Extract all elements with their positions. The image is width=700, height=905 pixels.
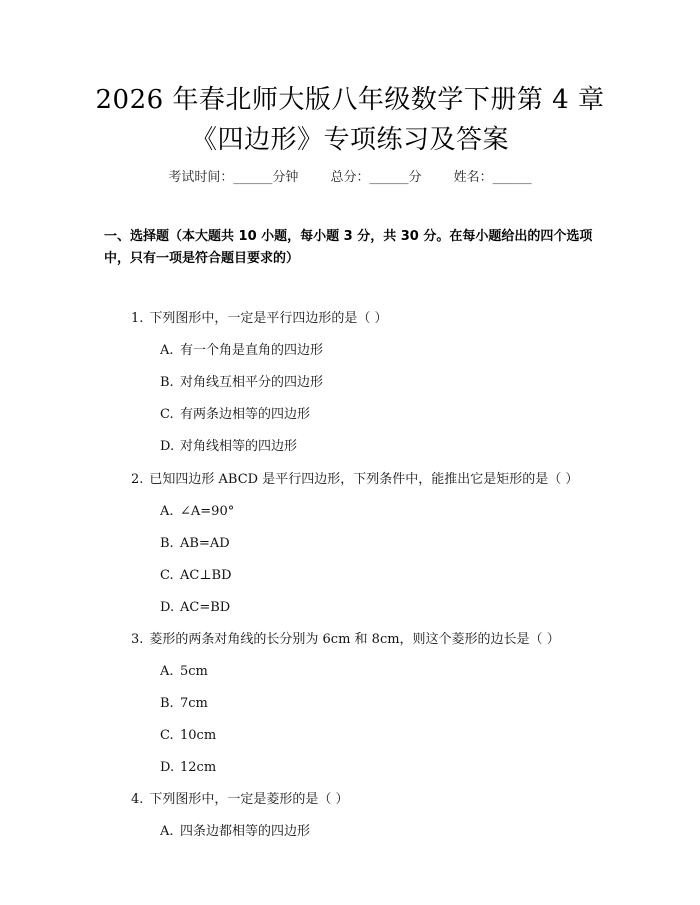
score-blank: ______ (369, 170, 409, 185)
question-3-option-c (160, 727, 216, 745)
option-text: AC⊥BD (180, 568, 232, 583)
option-key: D. (160, 760, 175, 775)
option-text: 10cm (180, 728, 217, 743)
page-title-line-2: 《四边形》专项练习及答案 (190, 125, 509, 155)
option-key: B. (160, 375, 174, 390)
question-number: 4. (131, 792, 144, 807)
question-3-option-d (160, 759, 216, 777)
time-unit: 分钟 (272, 170, 299, 185)
question-text: 已知四边形 ABCD 是平行四边形，下列条件中，能推出它是矩形的是（ ） (149, 472, 579, 487)
section-heading: 一、选择题（本大题共 10 小题，每小题 3 分，共 30 分。在每小题给出的四个选项中，只有一项是符合题目要求的） (104, 229, 593, 266)
question-2-option-a (160, 503, 234, 521)
question-4-option-a (160, 823, 310, 841)
time-field (168, 169, 298, 187)
option-text: AB=AD (180, 536, 230, 551)
option-text: 12cm (180, 760, 217, 775)
question-3-option-b (160, 695, 208, 713)
time-blank: ______ (233, 170, 273, 185)
question-4 (131, 791, 349, 809)
question-2-option-c (160, 567, 232, 585)
option-key: B. (160, 696, 174, 711)
question-3 (131, 631, 560, 649)
question-1-option-b (160, 374, 323, 392)
time-label: 考试时间： (168, 170, 234, 185)
question-1-option-d (160, 438, 297, 456)
score-unit: 分 (408, 170, 422, 185)
question-2 (131, 471, 578, 489)
option-text: 四条边都相等的四边形 (180, 824, 311, 839)
option-key: C. (160, 407, 174, 422)
option-text: 5cm (180, 664, 208, 679)
question-number: 2. (131, 472, 144, 487)
exam-meta (0, 169, 700, 187)
question-1-option-a (160, 342, 323, 360)
question-text: 下列图形中，一定是平行四边形的是（ ） (149, 311, 388, 326)
option-key: A. (160, 343, 174, 358)
option-text: 有两条边相等的四边形 (180, 407, 311, 422)
question-1 (131, 310, 388, 328)
question-3-option-a (160, 663, 208, 681)
question-number: 3. (131, 632, 144, 647)
option-key: A. (160, 824, 174, 839)
option-key: D. (160, 439, 175, 454)
score-label: 总分： (330, 170, 370, 185)
page-title-line-1: 2026 年春北师大版八年级数学下册第 4 章 (95, 85, 605, 115)
option-key: D. (160, 600, 175, 615)
option-key: A. (160, 664, 174, 679)
name-blank: ______ (492, 170, 532, 185)
name-field (454, 169, 532, 187)
option-key: C. (160, 728, 174, 743)
score-field (330, 169, 421, 187)
question-text: 菱形的两条对角线的长分别为 6cm 和 8cm，则这个菱形的边长是（ ） (149, 632, 560, 647)
option-text: 7cm (180, 696, 208, 711)
question-2-option-d (160, 599, 230, 617)
option-text: ∠A=90° (180, 504, 235, 519)
option-key: C. (160, 568, 174, 583)
option-text: 对角线相等的四边形 (180, 439, 298, 454)
option-text: 有一个角是直角的四边形 (180, 343, 324, 358)
name-label: 姓名： (453, 170, 493, 185)
question-1-option-c (160, 406, 310, 424)
option-text: AC=BD (180, 600, 231, 615)
question-2-option-b (160, 535, 230, 553)
question-text: 下列图形中，一定是菱形的是（ ） (149, 792, 349, 807)
option-key: A. (160, 504, 174, 519)
option-key: B. (160, 536, 174, 551)
option-text: 对角线互相平分的四边形 (180, 375, 324, 390)
question-number: 1. (131, 311, 144, 326)
